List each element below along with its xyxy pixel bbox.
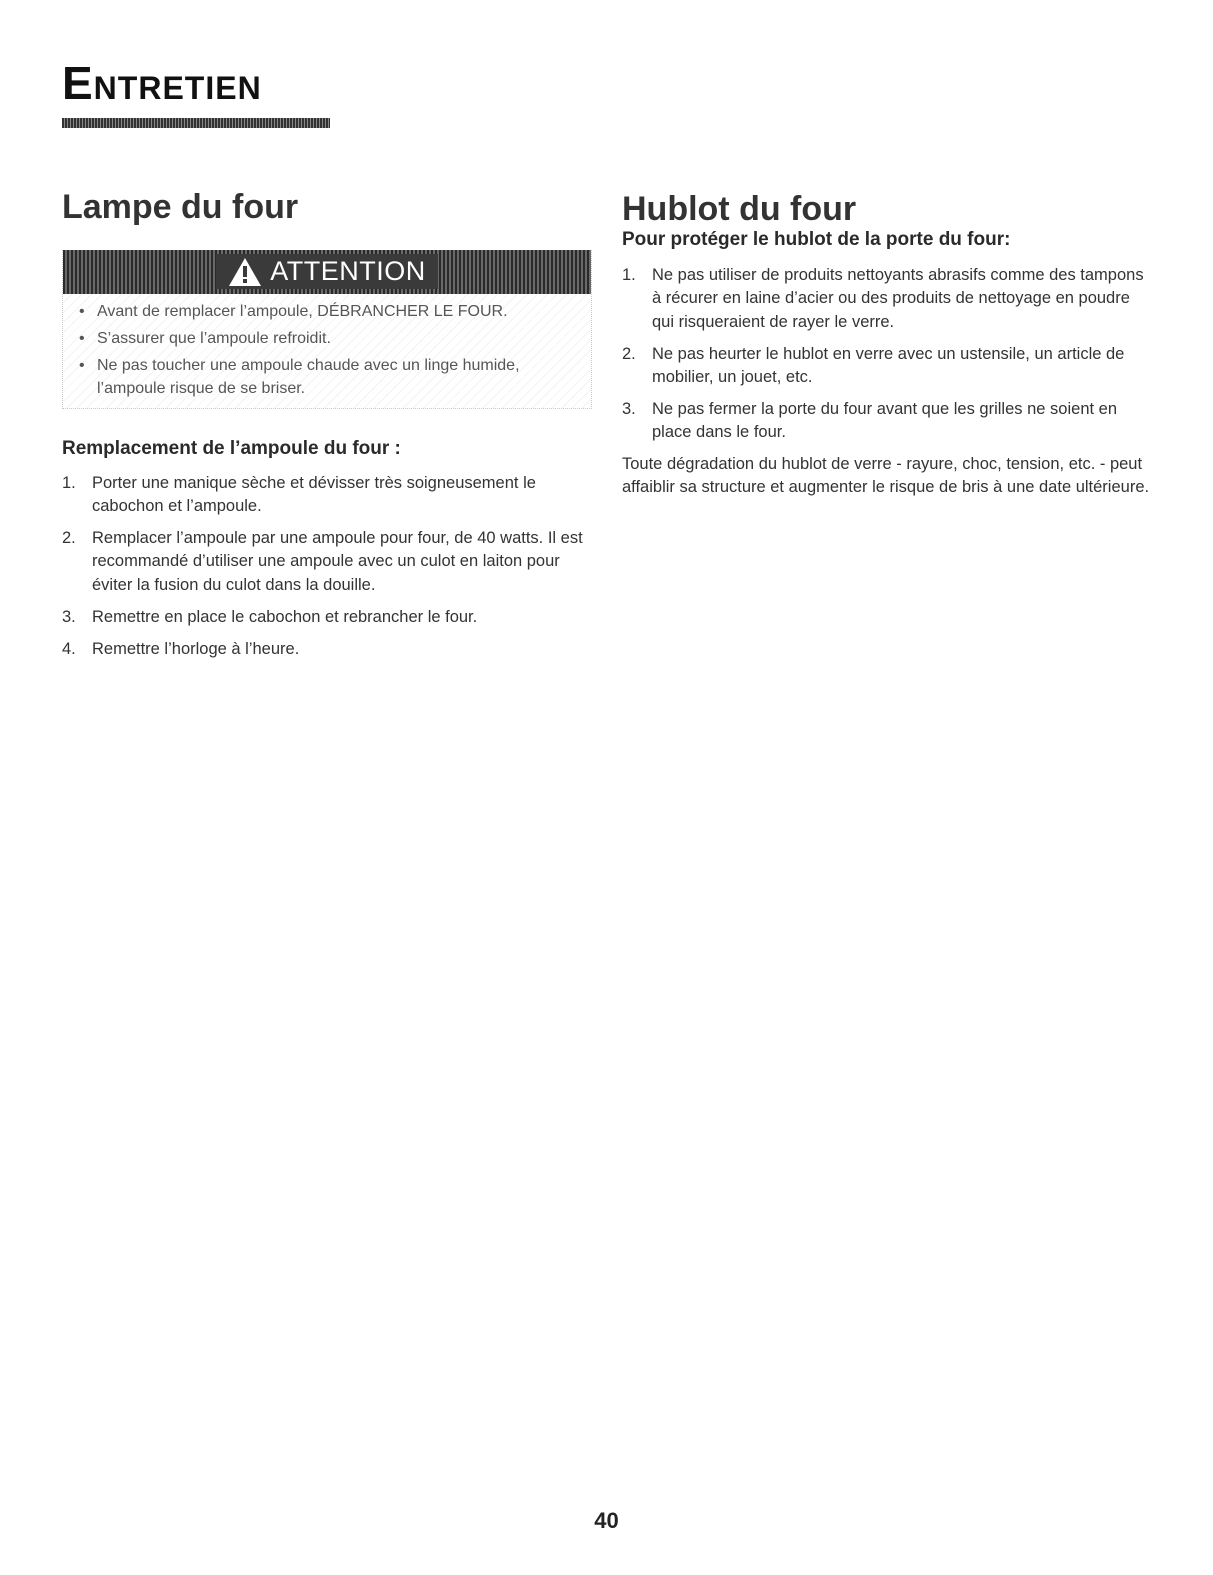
warning-item-text: S’assurer que l’ampoule refroidit. <box>97 329 331 347</box>
right-column <box>622 190 1152 499</box>
procedure-step <box>62 472 590 518</box>
procedure-step <box>62 527 590 596</box>
bullet-icon: • <box>79 302 85 320</box>
page-number: 40 <box>594 1508 619 1533</box>
window-warning-paragraph: Toute dégradation du hublot de verre - rayure, choc, tension, etc. - peut affaiblir sa structure et augmenter le risque de bris à une date ultérieure. <box>622 455 1150 497</box>
warning-item-text: Ne pas toucher une ampoule chaude avec un linge humide, l’ampoule risque de se briser. <box>97 357 520 398</box>
page-title: Entretien <box>62 57 262 109</box>
window-step <box>622 398 1152 444</box>
step-text: Ne pas utiliser de produits nettoyants abrasifs comme des tampons à récurer en laine d’acier ou des produits de nettoyage en poudre qui risqueraient de rayer le verre. <box>652 266 1144 331</box>
step-text: Ne pas fermer la porte du four avant que les grilles ne soient en place dans le four. <box>652 399 1118 441</box>
window-step <box>622 264 1152 333</box>
step-text: Ne pas heurter le hublot en verre avec un ustensile, un article de mobilier, un jouet, etc. <box>652 344 1125 386</box>
step-number: 3. <box>62 607 76 626</box>
window-steps <box>622 264 1152 444</box>
window-subtitle: Pour protéger le hublot de la porte du four: <box>622 228 1011 250</box>
step-number: 1. <box>62 474 76 493</box>
page-header <box>62 57 330 128</box>
warning-item <box>79 354 591 400</box>
step-number: 2. <box>62 529 76 548</box>
procedure-title: Remplacement de l’ampoule du four : <box>62 438 401 460</box>
title-underline <box>62 118 330 128</box>
warning-label-wrap <box>216 254 438 289</box>
procedure-step <box>62 606 590 629</box>
section-title-oven-window: Hublot du four <box>622 190 857 228</box>
step-number: 3. <box>622 399 636 418</box>
procedure-steps <box>62 472 590 661</box>
bullet-icon: • <box>79 329 85 347</box>
warning-label: ATTENTION <box>270 256 426 287</box>
warning-header <box>63 250 591 294</box>
step-number: 1. <box>622 266 636 285</box>
warning-box <box>62 250 592 410</box>
window-step <box>622 343 1152 389</box>
section-title-oven-lamp: Lampe du four <box>62 188 299 226</box>
step-number: 2. <box>622 344 636 363</box>
step-number: 4. <box>62 639 76 658</box>
warning-triangle-icon <box>228 257 262 287</box>
warning-item <box>79 327 591 350</box>
step-text: Remettre l’horloge à l’heure. <box>92 639 300 658</box>
procedure-step <box>62 638 590 661</box>
step-text: Porter une manique sèche et dévisser très soigneusement le cabochon et l’ampoule. <box>92 474 536 516</box>
bullet-icon: • <box>79 357 85 375</box>
warning-item <box>79 300 591 323</box>
warning-list <box>63 294 591 409</box>
left-column <box>62 190 590 670</box>
step-text: Remettre en place le cabochon et rebrancher le four. <box>92 607 478 626</box>
step-text: Remplacer l’ampoule par une ampoule pour four, de 40 watts. Il est recommandé d’utiliser une ampoule avec un culot en laiton pour éviter la fusion du culot dans la douille. <box>92 529 583 594</box>
warning-item-text: Avant de remplacer l’ampoule, DÉBRANCHER LE FOUR. <box>97 302 508 320</box>
